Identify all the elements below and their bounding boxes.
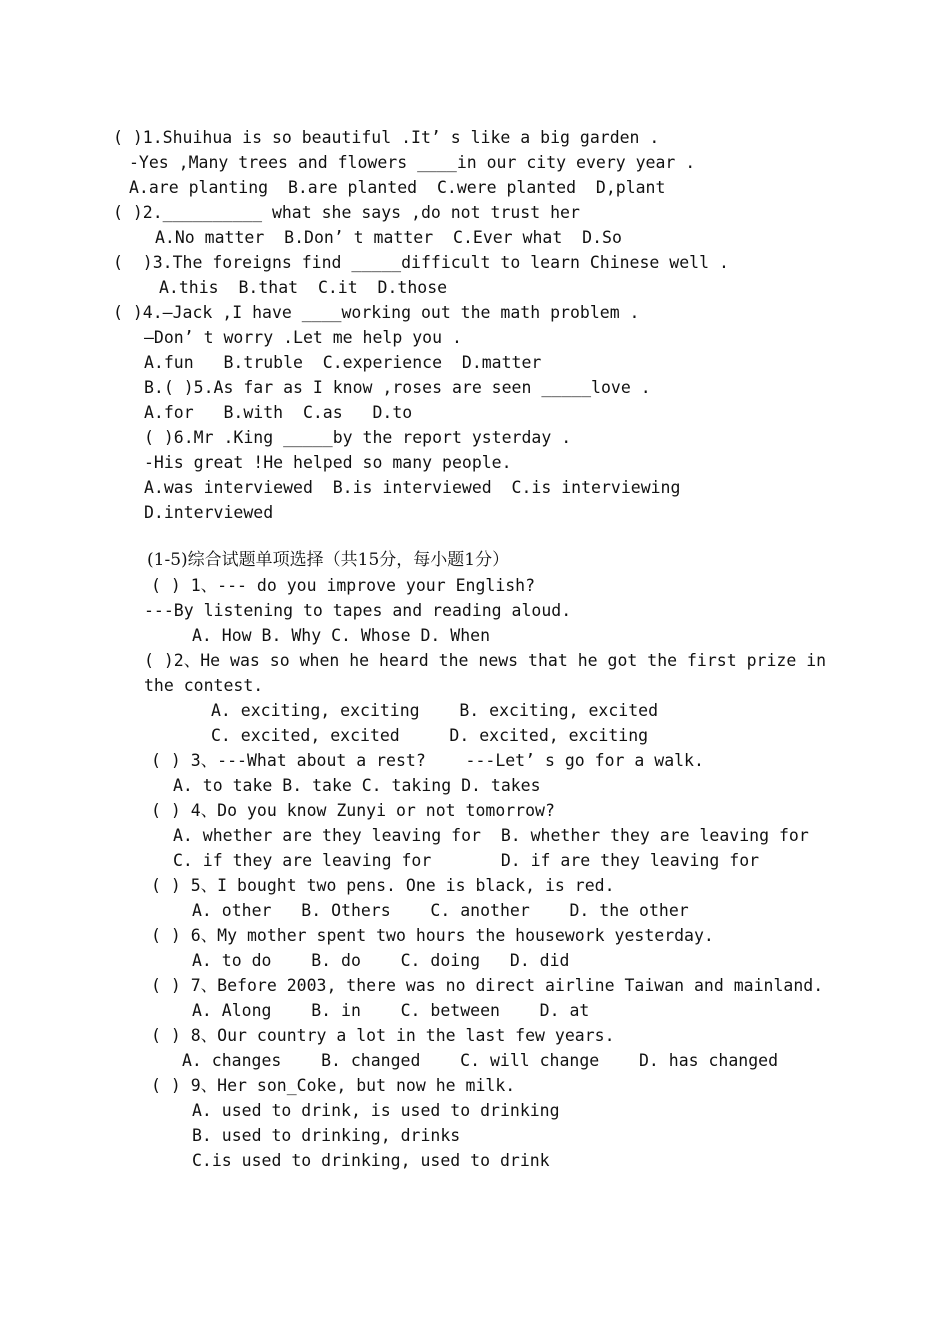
- p2-q3-options: A. to take B. take C. taking D. takes: [173, 776, 541, 795]
- p2-q2-options-cd: C. excited, excited D. excited, exciting: [211, 726, 649, 745]
- q5-stem: B.( )5.As far as I know ,roses are seen _____love .: [144, 378, 651, 397]
- q3-stem: ( )3.The foreigns find _____difficult to learn Chinese well .: [113, 253, 729, 272]
- p2-q4-options-cd: C. if they are leaving for D. if are they leaving for: [173, 851, 760, 870]
- q6-option-d: D.interviewed: [144, 503, 274, 522]
- p2-q2-options-ab: A. exciting, exciting B. exciting, excited: [211, 701, 659, 720]
- p2-q2-stem: ( )2、He was so when he heard the news that he got the first prize in: [144, 651, 827, 670]
- p2-q9-stem: ( ) 9、Her son_Coke, but now he milk.: [151, 1076, 516, 1095]
- q1-reply: -Yes ,Many trees and flowers ____in our city every year .: [129, 153, 696, 172]
- q4-options: A.fun B.truble C.experience D.matter: [144, 353, 542, 372]
- p2-q2-stem-cont: the contest.: [144, 676, 264, 695]
- q3-options: A.this B.that C.it D.those: [159, 278, 448, 297]
- q6-reply: -His great !He helped so many people.: [144, 453, 512, 472]
- p2-q6-options: A. to do B. do C. doing D. did: [192, 951, 570, 970]
- p2-q7-stem: ( ) 7、Before 2003, there was no direct airline Taiwan and mainland.: [151, 976, 824, 995]
- q6-stem: ( )6.Mr .King _____by the report ysterday .: [144, 428, 572, 447]
- q1-options: A.are planting B.are planted C.were planted D,plant: [129, 178, 666, 197]
- q4-reply: —Don’ t worry .Let me help you .: [144, 328, 462, 347]
- p2-q5-options: A. other B. Others C. another D. the other: [192, 901, 689, 920]
- q2-options: A.No matter B.Don’ t matter C.Ever what D.So: [155, 228, 622, 247]
- p2-q9-option-b: B. used to drinking, drinks: [192, 1126, 461, 1145]
- p2-q1-options: A. How B. Why C. Whose D. When: [192, 626, 491, 645]
- p2-q8-options: A. changes B. changed C. will change D. has changed: [182, 1051, 779, 1070]
- p2-q6-stem: ( ) 6、My mother spent two hours the housework yesterday.: [151, 926, 714, 945]
- q2-stem: ( )2.__________ what she says ,do not trust her: [113, 203, 580, 222]
- p2-q4-options-ab: A. whether are they leaving for B. whether they are leaving for: [173, 826, 809, 845]
- q6-options: A.was interviewed B.is interviewed C.is interviewing: [144, 478, 681, 497]
- p2-q7-options: A. Along B. in C. between D. at: [192, 1001, 590, 1020]
- p2-q3-stem: ( ) 3、---What about a rest? ---Let’ s go for a walk.: [151, 751, 704, 770]
- p2-q5-stem: ( ) 5、I bought two pens. One is black, is red.: [151, 876, 615, 895]
- p2-q8-stem: ( ) 8、Our country a lot in the last few years.: [151, 1026, 615, 1045]
- q1-stem: ( )1.Shuihua is so beautiful .It’ s like a big garden .: [113, 128, 660, 147]
- q5-options: A.for B.with C.as D.to: [144, 403, 413, 422]
- p2-q1-reply: ---By listening to tapes and reading aloud.: [144, 601, 572, 620]
- p2-q9-option-a: A. used to drink, is used to drinking: [192, 1101, 560, 1120]
- q4-stem: ( )4.—Jack ,I have ____working out the math problem .: [113, 303, 640, 322]
- p2-q1-stem: ( ) 1、--- do you improve your English?: [151, 576, 536, 595]
- p2-q9-option-c: C.is used to drinking, used to drink: [192, 1151, 550, 1170]
- section-heading: (1-5)综合试题单项选择（共15分，每小题1分）: [147, 550, 510, 570]
- p2-q4-stem: ( ) 4、Do you know Zunyi or not tomorrow?: [151, 801, 555, 820]
